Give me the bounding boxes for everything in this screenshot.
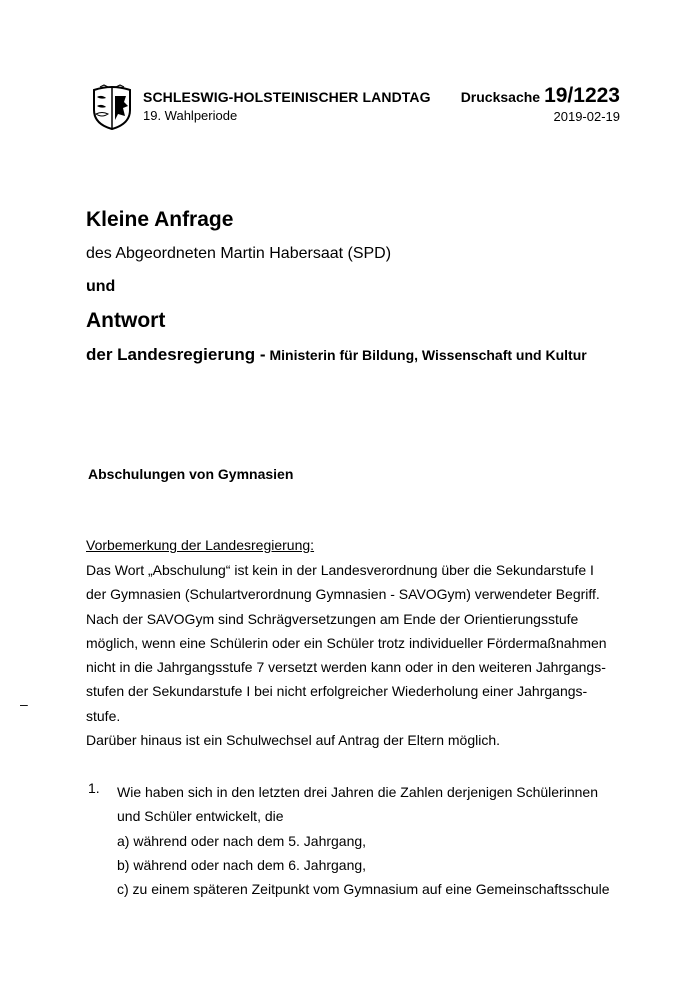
- document-label: Drucksache: [460, 89, 541, 105]
- text-line: der Gymnasien (Schulartverordnung Gymnasien - SAVOGym) verwendeter Begriff.: [86, 586, 600, 603]
- text-line: nicht in die Jahrgangsstufe 7 versetzt werden kann oder in den weiteren Jahrgangs-: [86, 659, 606, 676]
- parliament-name: SCHLESWIG-HOLSTEINISCHER LANDTAG: [143, 89, 431, 105]
- text-line: und Schüler entwickelt, die: [117, 808, 284, 825]
- legislative-period: 19. Wahlperiode: [143, 108, 238, 123]
- text-line: möglich, wenn eine Schülerin oder ein Schüler trotz individueller Fördermaßnahmen: [86, 634, 607, 651]
- text-line: b) während oder nach dem 6. Jahrgang,: [117, 856, 367, 873]
- text-line: Wie haben sich in den letzten drei Jahren die Zahlen derjenigen Schülerinnen: [117, 784, 598, 800]
- margin-mark: –: [20, 696, 28, 712]
- preliminary-heading: Vorbemerkung der Landesregierung:: [86, 537, 315, 553]
- header-left: [143, 89, 431, 123]
- text-line: c) zu einem späteren Zeitpunkt vom Gymnasium auf eine Gemeinschaftsschule: [117, 881, 610, 898]
- text-line: stufen der Sekundarstufe I bei nicht erfolgreicher Wiederholung einer Jahrgangs-: [86, 683, 588, 700]
- document-number-line: [461, 84, 620, 108]
- text-line: stufe.: [86, 707, 121, 724]
- inquiry-type: Kleine Anfrage: [86, 208, 234, 231]
- preliminary-text: [86, 558, 626, 752]
- ministry: Ministerin für Bildung, Wissenschaft und Kultur: [269, 347, 587, 363]
- document-date: 2019-02-19: [553, 109, 620, 124]
- text-line: Nach der SAVOGym sind Schrägversetzungen am Ende der Orientierungsstufe: [86, 610, 579, 627]
- answer-heading: Antwort: [86, 309, 166, 332]
- responder: der Landesregierung -: [86, 345, 266, 364]
- inquiry-author: des Abgeordneten Martin Habersaat (SPD): [86, 245, 392, 262]
- text-line: Darüber hinaus ist ein Schulwechsel auf Antrag der Eltern möglich.: [86, 732, 500, 749]
- question-text: [117, 780, 637, 901]
- document-number: 19/1223: [544, 84, 620, 107]
- coat-of-arms-icon: [90, 84, 134, 130]
- question-number: 1.: [88, 780, 100, 796]
- header-right: [461, 84, 620, 124]
- text-line: Das Wort „Abschulung“ ist kein in der Landesverordnung über die Sekundarstufe I: [86, 562, 594, 578]
- responder-line: [86, 345, 587, 365]
- subject-title: Abschulungen von Gymnasien: [88, 466, 294, 482]
- text-line: a) während oder nach dem 5. Jahrgang,: [117, 832, 367, 849]
- title-connector: und: [86, 278, 116, 295]
